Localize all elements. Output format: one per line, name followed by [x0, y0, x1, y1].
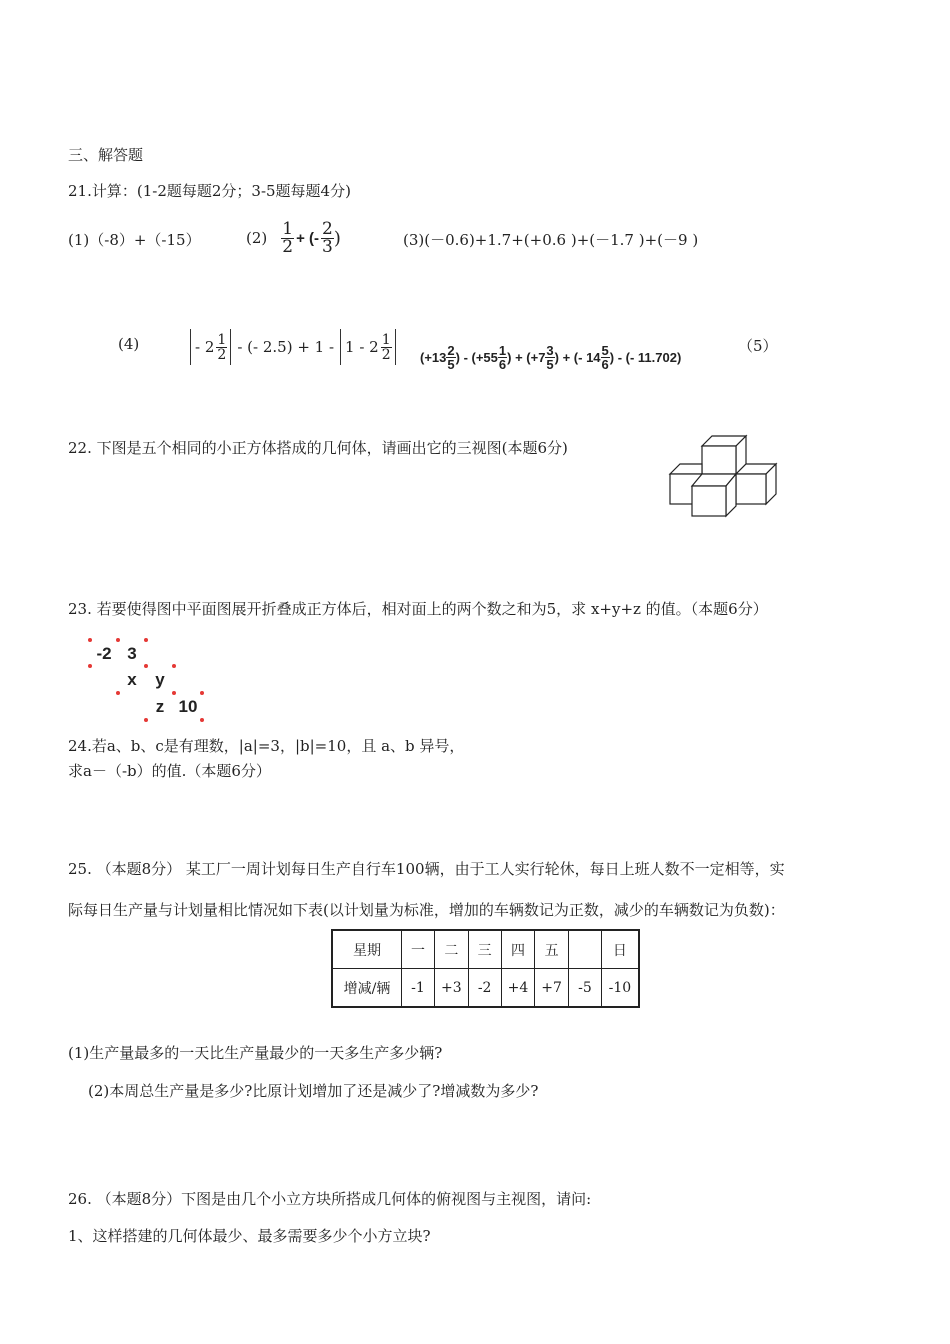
frac-denominator: 6 [498, 356, 507, 372]
net-dot [88, 664, 92, 668]
cube-front-face [692, 486, 726, 516]
frac-denominator: 2 [282, 236, 294, 257]
q21-part2-frac2 [321, 218, 334, 257]
frac-denominator: 6 [601, 356, 609, 372]
q21-part1: (1)（-8）+（-15） [68, 231, 201, 249]
q21-part2-frac1 [281, 218, 294, 257]
net-dot [144, 664, 148, 668]
table-cell: +3 [435, 969, 469, 1008]
q24-line1: 24.若a、b、c是有理数，|a|=3，|b|=10，且 a、b 异号， [68, 737, 465, 755]
q21-part5-frac-a [446, 344, 455, 371]
abs-bar-right [230, 329, 231, 365]
frac-denominator: 5 [447, 356, 455, 372]
q21-part3: (3)(－0.6)+1.7+(+0.6 )+(－1.7 )+(－9 ) [403, 231, 699, 249]
q22-text: 22. 下图是五个相同的小正方体搭成的几何体，请画出它的三视图(本题6分) [68, 439, 568, 457]
net-dot [172, 664, 176, 668]
frac-denominator: 2 [217, 346, 227, 363]
table-cell: -10 [601, 969, 639, 1008]
net-dot [144, 638, 148, 642]
table-header-cell: 二 [435, 930, 469, 969]
net-dot [200, 718, 204, 722]
net-cell: y [155, 670, 165, 689]
q21-part5-c: ) + (+7 [507, 349, 546, 365]
table-cell: -2 [468, 969, 501, 1008]
q21-part2 [246, 216, 341, 260]
q21-part5-b: ) - (+55 [455, 349, 498, 365]
q21-heading: 21.计算：(1-2题每题2分；3-5题每题4分) [68, 182, 351, 200]
net-dot [200, 691, 204, 695]
frac-numerator: 2 [322, 218, 333, 239]
frac-denominator: 2 [381, 346, 391, 363]
q24-line2: 求a－（-b）的值.（本题6分） [68, 762, 271, 780]
net-cell: 3 [127, 644, 137, 663]
net-cell: x [127, 670, 137, 689]
q21-part5-expr [420, 338, 681, 376]
q21-part4-b: - (- 2.5) + 1 - [237, 338, 335, 356]
cube-figure [668, 430, 780, 520]
table-header-cell: 三 [468, 930, 501, 969]
q21-part4-label: (4) [118, 335, 140, 353]
table-cell: +7 [535, 969, 569, 1008]
q21-part5-a: (+13 [420, 349, 447, 365]
table-header-cell: 四 [501, 930, 535, 969]
q21-part5-frac-d [601, 344, 610, 371]
net-dot [172, 691, 176, 695]
q21-part4-a: - 2 [195, 338, 215, 356]
frac-numerator: 1 [498, 342, 507, 358]
abs-bar-right-2 [395, 329, 396, 365]
q25-sub2: (2)本周总生产量是多少?比原计划增加了还是减少了?增减数为多少? [88, 1082, 539, 1100]
q21-part2-mid: + (- [296, 229, 319, 247]
table-cell: +4 [501, 969, 535, 1008]
q21-part5-frac-b [498, 344, 507, 371]
net-cell: 10 [178, 697, 198, 716]
section-title: 三、解答题 [68, 146, 144, 164]
cube-top-face [670, 464, 702, 474]
frac-numerator: 1 [282, 218, 294, 239]
frac-denominator: 3 [322, 236, 333, 257]
abs-bar-left-2 [340, 329, 341, 365]
table-header-cell: 一 [402, 930, 435, 969]
table-header-cell: 五 [535, 930, 569, 969]
cube-net [88, 638, 208, 722]
table-row [332, 930, 639, 969]
production-table [331, 929, 640, 1008]
frac-numerator: 5 [601, 342, 609, 358]
q21-part5-frac-c [545, 344, 554, 371]
frac-numerator: 1 [381, 331, 391, 348]
net-cell: -2 [96, 644, 112, 663]
q21-part4-frac1 [216, 333, 227, 362]
q26-line1: 26. （本题8分）下图是由几个小立方块所搭成几何体的俯视图与主视图，请问: [68, 1190, 592, 1208]
q21-part2-label: (2) [246, 229, 268, 247]
q25-sub1: (1)生产量最多的一天比生产量最少的一天多生产多少辆? [68, 1044, 443, 1062]
frac-denominator: 5 [546, 356, 554, 372]
table-header-cell: 日 [601, 930, 639, 969]
table-header-cell [568, 930, 601, 969]
net-dot [116, 691, 120, 695]
cube-front-face [702, 446, 736, 474]
q26-line2: 1、这样搭建的几何体最少、最多需要多少个小方立块? [68, 1227, 431, 1245]
abs-bar-left [190, 329, 191, 365]
frac-numerator: 2 [447, 342, 455, 358]
q21-part4-expr [190, 327, 396, 367]
q25-line1: 25. （本题8分） 某工厂一周计划每日生产自行车100辆，由于工人实行轮休，每日上班人数不一定相等，实 [68, 860, 785, 878]
q25-line2: 际每日生产量与计划量相比情况如下表(以计划量为标准，增加的车辆数记为正数，减少的车辆数记为负数)： [68, 901, 785, 919]
q21-part5-e: ) - (- 11.702) [609, 349, 682, 365]
net-dot [88, 638, 92, 642]
cube-front-face [736, 474, 766, 504]
frac-numerator: 3 [546, 342, 554, 358]
q21-part4-frac2 [381, 333, 392, 362]
q21-part5-d: ) + (- 14 [554, 349, 601, 365]
table-header-cell: 星期 [332, 930, 402, 969]
net-dot [116, 638, 120, 642]
net-dot [144, 718, 148, 722]
net-cell: z [155, 697, 165, 716]
q21-part2-end: ) [333, 227, 341, 249]
table-cell: 增减/辆 [332, 969, 402, 1008]
table-cell: -5 [568, 969, 601, 1008]
table-row [332, 969, 639, 1008]
q21-part4-c: 1 - 2 [345, 338, 379, 356]
table-cell: -1 [402, 969, 435, 1008]
q21-part5-label: （5） [738, 337, 778, 355]
frac-numerator: 1 [217, 331, 227, 348]
q23-text: 23. 若要使得图中平面图展开折叠成正方体后，相对面上的两个数之和为5，求 x+y+z 的值。（本题6分） [68, 600, 768, 618]
